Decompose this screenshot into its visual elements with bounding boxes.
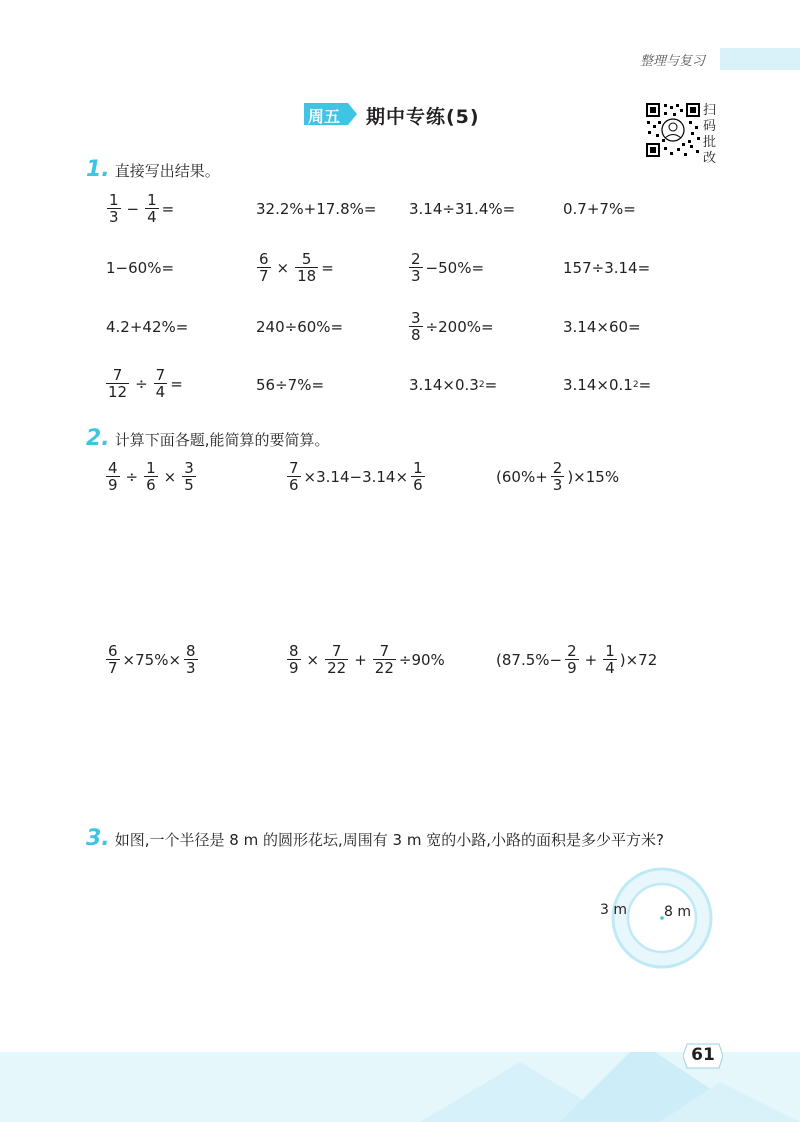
q2-expression: $\frac{4}{9}$ ÷ $\frac{1}{6}$ × $\frac{3}{5}$ bbox=[108, 459, 194, 494]
radius-label: 8 m bbox=[664, 904, 691, 920]
q1-item: 3.14÷31.4%= bbox=[409, 200, 516, 218]
day-badge bbox=[304, 103, 354, 125]
qr-code-icon[interactable] bbox=[644, 101, 702, 159]
q2-expression: $\frac{6}{7}$ ×75%× $\frac{8}{3}$ bbox=[108, 642, 196, 677]
q1-item: $\frac{3}{8}$ ÷200%= bbox=[411, 309, 494, 344]
page-title: 期中专练(5) bbox=[366, 106, 480, 128]
q2-expression: $\frac{7}{6}$ ×3.14−3.14× $\frac{1}{6}$ bbox=[289, 459, 423, 494]
qr-label: 扫码批改 bbox=[703, 103, 717, 166]
header-band bbox=[720, 48, 800, 70]
q1-item: $\frac{6}{7}$ × $\frac{5}{18}$ = bbox=[259, 250, 334, 285]
q2-expression: $\frac{8}{9}$ × $\frac{7}{22}$ + $\frac{7}{22}$ ÷90% bbox=[289, 642, 445, 677]
q1-item: 157÷3.14= bbox=[563, 259, 651, 277]
q1-item: 4.2+42%= bbox=[106, 318, 189, 336]
q3-header bbox=[86, 826, 664, 851]
q3-number: 3. bbox=[86, 826, 110, 851]
q1-item: 240÷60%= bbox=[256, 318, 344, 336]
q1-item: 3.14×60= bbox=[563, 318, 641, 336]
q2-instruction: 计算下面各题,能简算的要简算。 bbox=[114, 431, 330, 449]
q1-instruction: 直接写出结果。 bbox=[114, 162, 220, 180]
q1-item: 1−60%= bbox=[106, 259, 175, 277]
q1-item: $\frac{7}{12}$ ÷ $\frac{7}{4}$ = bbox=[108, 366, 183, 401]
q1-header bbox=[86, 157, 220, 182]
q3-question: 如图,一个半径是 8 m 的圆形花坛,周围有 3 m 宽的小路,小路的面积是多少平方米? bbox=[114, 831, 664, 849]
bottom-decoration bbox=[0, 1052, 800, 1122]
q2-expression: (60%+ $\frac{2}{3}$ )×15% bbox=[496, 459, 620, 494]
q2-number: 2. bbox=[86, 426, 110, 451]
day-label: 周五 bbox=[308, 107, 341, 126]
q1-number: 1. bbox=[86, 157, 110, 182]
section-label: 整理与复习 bbox=[640, 54, 706, 69]
q1-item: 3.14×0.3 2 = bbox=[409, 376, 498, 394]
q1-item: 0.7+7%= bbox=[563, 200, 636, 218]
q1-item: $\frac{1}{3}$ − $\frac{1}{4}$ = bbox=[109, 191, 175, 226]
q1-item: 32.2%+17.8%= bbox=[256, 200, 377, 218]
q1-item: 3.14×0.1 2 = bbox=[563, 376, 652, 394]
page-number: 61 bbox=[691, 1045, 715, 1065]
outer-width-label: 3 m bbox=[600, 902, 627, 918]
ring-diagram bbox=[605, 862, 720, 977]
q2-header bbox=[86, 426, 330, 451]
q2-expression: (87.5%− $\frac{2}{9}$ + $\frac{1}{4}$ )×72 bbox=[496, 642, 658, 677]
q1-item: 56÷7%= bbox=[256, 376, 325, 394]
page-number-badge bbox=[683, 1043, 723, 1069]
q1-item: $\frac{2}{3}$ −50%= bbox=[411, 250, 485, 285]
